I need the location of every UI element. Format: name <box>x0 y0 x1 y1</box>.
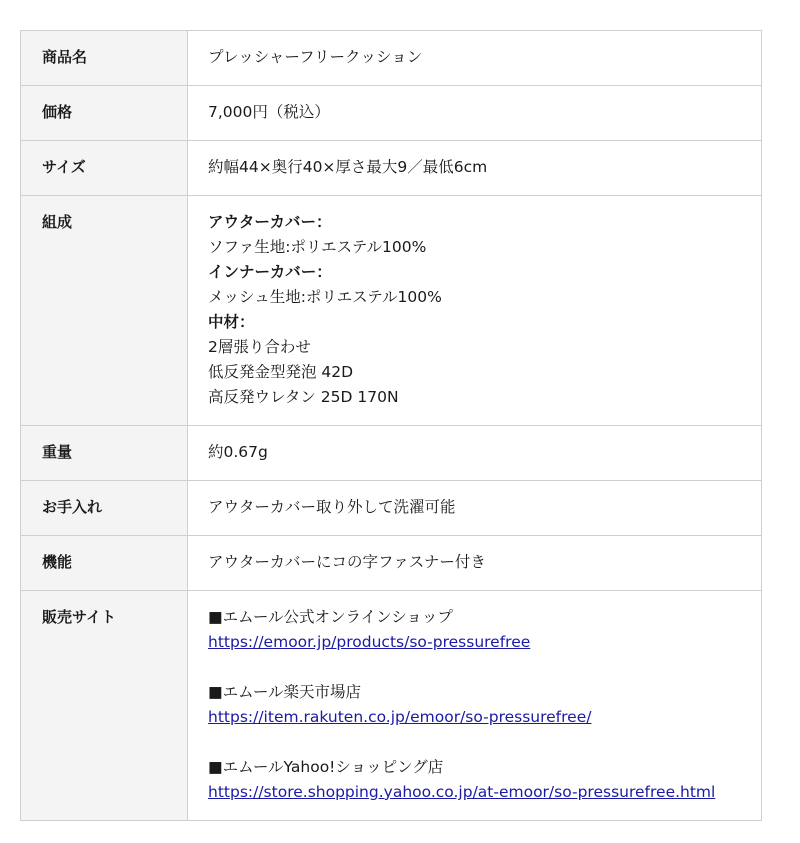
row-label: 商品名 <box>21 31 188 86</box>
table-row <box>21 536 762 591</box>
row-label: 機能 <box>21 536 188 591</box>
feature-value: アウターカバーにコの字ファスナー付き <box>188 536 762 591</box>
shop-link-official[interactable]: https://emoor.jp/products/so-pressurefree <box>208 633 531 651</box>
row-label: お手入れ <box>21 481 188 536</box>
shop-link-rakuten[interactable]: https://item.rakuten.co.jp/emoor/so-pressurefree/ <box>208 708 592 726</box>
composition-line: ソファ生地:ポリエステル100% <box>208 238 427 256</box>
composition-value <box>188 196 762 426</box>
shops-value <box>188 591 762 821</box>
row-label: 販売サイト <box>21 591 188 821</box>
product-spec-table <box>20 30 762 821</box>
composition-line: メッシュ生地:ポリエステル100% <box>208 288 442 306</box>
table-row <box>21 196 762 426</box>
row-label: 価格 <box>21 86 188 141</box>
weight-value: 約0.67g <box>188 426 762 481</box>
spacer <box>208 730 741 755</box>
size-value: 約幅44×奥行40×厚さ最大9／最低6cm <box>188 141 762 196</box>
shop-name-yahoo: ■エムールYahoo!ショッピング店 <box>208 758 444 776</box>
care-value: アウターカバー取り外して洗濯可能 <box>188 481 762 536</box>
shop-name-rakuten: ■エムール楽天市場店 <box>208 683 362 701</box>
composition-line: 高反発ウレタン 25D 170N <box>208 388 399 406</box>
composition-heading: アウターカバー： <box>208 213 332 231</box>
table-row <box>21 31 762 86</box>
row-label: サイズ <box>21 141 188 196</box>
table-row <box>21 141 762 196</box>
composition-line: 低反発金型発泡 42D <box>208 363 354 381</box>
composition-heading: 中材： <box>208 313 255 331</box>
product-name: プレッシャーフリークッション <box>188 31 762 86</box>
table-row <box>21 86 762 141</box>
price-value: 7,000円（税込） <box>188 86 762 141</box>
composition-heading: インナーカバー： <box>208 263 332 281</box>
shop-link-yahoo[interactable]: https://store.shopping.yahoo.co.jp/at-emoor/so-pressurefree.html <box>208 783 716 801</box>
spacer <box>208 655 741 680</box>
row-label: 重量 <box>21 426 188 481</box>
shop-name-official: ■エムール公式オンラインショップ <box>208 608 453 626</box>
table-row <box>21 481 762 536</box>
table-row <box>21 591 762 821</box>
table-row <box>21 426 762 481</box>
row-label: 組成 <box>21 196 188 426</box>
composition-line: 2層張り合わせ <box>208 338 311 356</box>
